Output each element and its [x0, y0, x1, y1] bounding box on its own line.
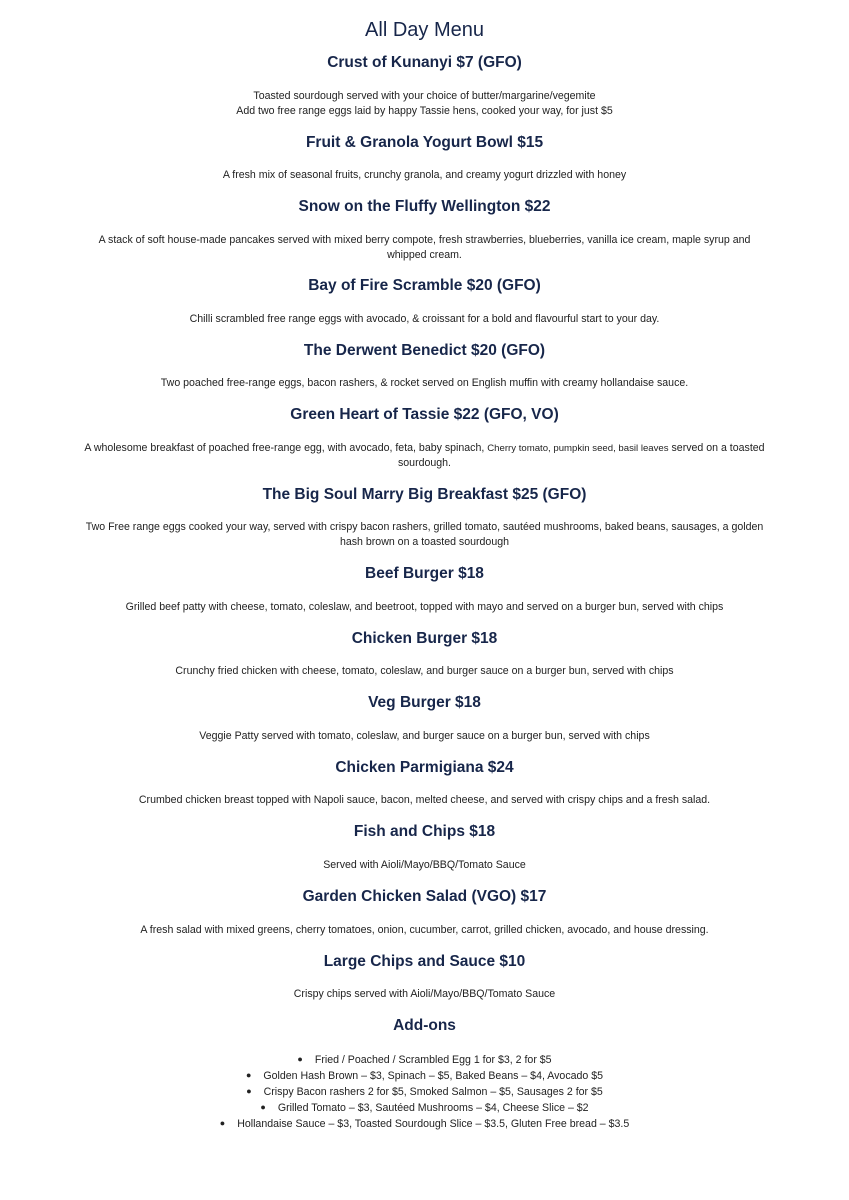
- menu-item-description: [30, 520, 819, 550]
- description-line: whipped cream.: [387, 249, 462, 261]
- bullet-icon: ●: [297, 1054, 303, 1064]
- bullet-icon: ●: [219, 1118, 226, 1128]
- menu-item-title: Fish and Chips $18: [353, 823, 496, 840]
- menu-item-description: [30, 89, 819, 119]
- addon-item: [0, 1068, 849, 1084]
- addon-text: Hollandaise Sauce – $3, Toasted Sourdough Slice – $3.5, Gluten Free bread – $3.5: [237, 1118, 630, 1130]
- menu-item-title: Crust of Kunanyi $7 (GFO): [327, 54, 522, 71]
- description-text-small: Cherry tomato, pumpkin seed, basil leaves: [487, 443, 669, 454]
- menu-item-title: Fruit & Granola Yogurt Bowl $15: [305, 134, 544, 151]
- menu-item-description: [30, 600, 819, 615]
- menu-item-description: [30, 793, 819, 808]
- description-line: A stack of soft house-made pancakes served with mixed berry compote, fresh strawberries, blueberries, vanilla ice cream, maple syrup and: [98, 234, 751, 246]
- menu-item-title: Veg Burger $18: [368, 694, 481, 711]
- menu-item-description: [30, 664, 819, 679]
- menu-item-title: Garden Chicken Salad (VGO) $17: [302, 888, 547, 905]
- description-line: Toasted sourdough served with your choice of butter/margarine/vegemite: [253, 90, 596, 102]
- description-line: Crumbed chicken breast topped with Napoli sauce, bacon, melted cheese, and served with crispy chips and a fresh salad.: [138, 794, 711, 806]
- menu-item-description: [30, 376, 819, 391]
- menu-item-description: [30, 858, 819, 873]
- description-line: A fresh salad with mixed greens, cherry tomatoes, onion, cucumber, carrot, grilled chicken, avocado, and house dressing.: [140, 924, 709, 936]
- addons-title: Add-ons: [393, 1017, 456, 1034]
- description-line: Served with Aioli/Mayo/BBQ/Tomato Sauce: [323, 859, 526, 871]
- menu-item-title: Large Chips and Sauce $10: [323, 953, 526, 970]
- description-text: A wholesome breakfast of poached free-range egg, with avocado, feta, baby spinach,: [84, 442, 488, 454]
- menu-item-title: Chicken Parmigiana $24: [335, 759, 514, 776]
- menu-item-description: [30, 441, 819, 471]
- menu-item-title: Chicken Burger $18: [351, 630, 498, 647]
- description-line: Two poached free-range eggs, bacon rashers, & rocket served on English muffin with creamy hollandaise sauce.: [160, 377, 689, 389]
- menu-item-description: [30, 168, 819, 183]
- description-line: Grilled beef patty with cheese, tomato, coleslaw, and beetroot, topped with mayo and served on a burger bun, served with chips: [125, 601, 724, 613]
- addon-item: [0, 1052, 849, 1068]
- addon-item: [0, 1084, 849, 1100]
- description-line: Chilli scrambled free range eggs with avocado, & croissant for a bold and flavourful start to your day.: [189, 313, 660, 325]
- description-line: Crunchy fried chicken with cheese, tomato, coleslaw, and burger sauce on a burger bun, served with chips: [175, 665, 674, 677]
- addon-text: Grilled Tomato – $3, Sautéed Mushrooms – $4, Cheese Slice – $2: [277, 1102, 589, 1114]
- menu-item-description: [30, 312, 819, 327]
- menu-item-title: Beef Burger $18: [365, 565, 484, 582]
- menu-item-description: [30, 233, 819, 263]
- page-title: All Day Menu: [365, 19, 484, 41]
- description-line: Veggie Patty served with tomato, coleslaw, and burger sauce on a burger bun, served with chips: [199, 730, 650, 742]
- description-line: Crispy chips served with Aioli/Mayo/BBQ/Tomato Sauce: [293, 988, 556, 1000]
- description-line: Add two free range eggs laid by happy Tassie hens, cooked your way, for just $5: [236, 105, 613, 117]
- menu-item-title: The Derwent Benedict $20 (GFO): [303, 342, 546, 359]
- addon-item: [0, 1116, 849, 1132]
- addon-item: [0, 1100, 849, 1116]
- menu-item-title: Snow on the Fluffy Wellington $22: [298, 198, 551, 215]
- menu-item-title: Green Heart of Tassie $22 (GFO, VO): [290, 406, 559, 423]
- menu-item-description: [30, 729, 819, 744]
- bullet-icon: ●: [246, 1086, 252, 1096]
- bullet-icon: ●: [245, 1070, 252, 1080]
- menu-item-description: [30, 923, 819, 938]
- description-line: Two Free range eggs cooked your way, served with crispy bacon rashers, grilled tomato, sautéed mushrooms, baked beans, sausages, a golden: [85, 521, 764, 533]
- description-line: sourdough.: [397, 457, 451, 469]
- addon-text: Golden Hash Brown – $3, Spinach – $5, Baked Beans – $4, Avocado $5: [263, 1070, 604, 1082]
- description-text: served on a toasted: [668, 442, 765, 454]
- description-line: hash brown on a toasted sourdough: [339, 536, 510, 548]
- menu-item-title: The Big Soul Marry Big Breakfast $25 (GFO): [262, 486, 587, 503]
- description-line: A fresh mix of seasonal fruits, crunchy granola, and creamy yogurt drizzled with honey: [222, 169, 627, 181]
- menu-item-title: Bay of Fire Scramble $20 (GFO): [308, 277, 541, 294]
- bullet-icon: ●: [260, 1102, 266, 1112]
- addon-text: Crispy Bacon rashers 2 for $5, Smoked Salmon – $5, Sausages 2 for $5: [263, 1086, 603, 1098]
- menu-item-description: [30, 987, 819, 1002]
- addon-text: Fried / Poached / Scrambled Egg 1 for $3, 2 for $5: [314, 1054, 552, 1066]
- addons-list: [0, 1052, 849, 1132]
